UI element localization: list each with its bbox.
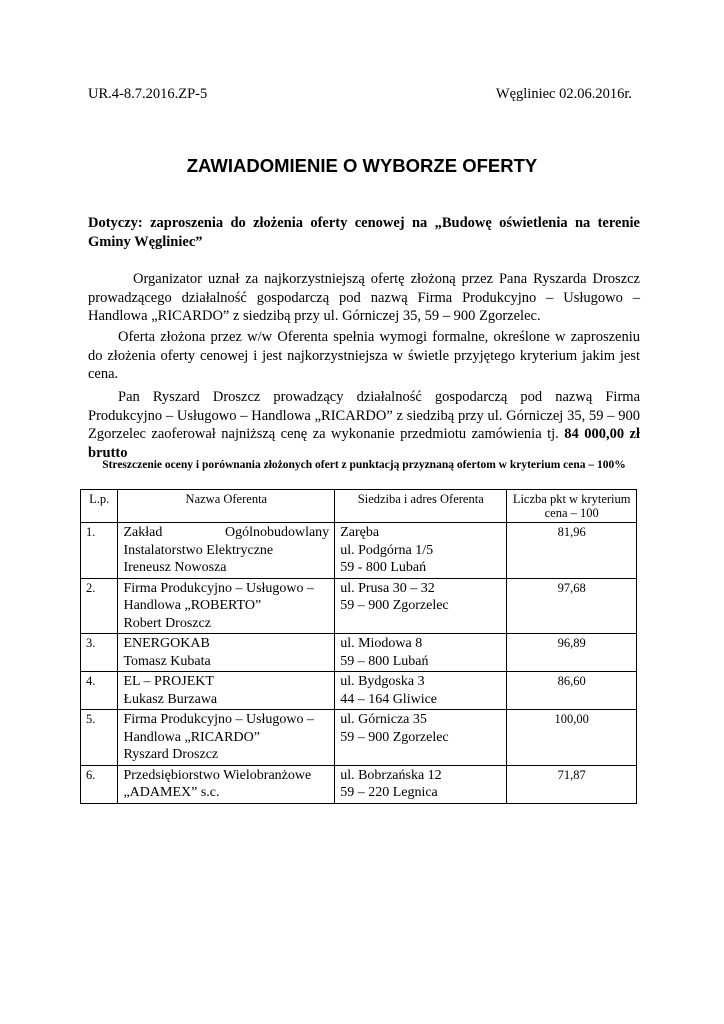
document-reference: UR.4-8.7.2016.ZP-5 <box>88 86 208 102</box>
row-points: 71,87 <box>507 765 637 803</box>
row-points: 97,68 <box>507 578 637 634</box>
bidder-name-line: Handlowa „ROBERTO” <box>123 598 262 613</box>
table-row <box>81 578 637 634</box>
subject-line: Dotyczy: zaproszenia do złożenia oferty cenowej na „Budowę oświetlenia na terenie Gminy Węgliniec” <box>88 215 640 250</box>
bidder-name-line: Firma Produkcyjno – Usługowo – <box>123 580 315 596</box>
header-name: Nazwa Oferenta <box>118 490 335 523</box>
row-lp: 3. <box>81 634 118 672</box>
bidder-address-line: ul. Bydgoska 3 <box>340 674 425 689</box>
row-bidder-address <box>335 765 507 803</box>
bidder-address-line: 59 – 800 Lubań <box>340 653 429 669</box>
row-points: 86,60 <box>507 672 637 710</box>
place-and-date: Węgliniec 02.06.2016r. <box>495 86 632 102</box>
row-bidder-name <box>118 710 335 766</box>
row-bidder-name <box>118 578 335 634</box>
row-lp: 6. <box>81 765 118 803</box>
bidder-name-line: Ireneusz Nowosza <box>123 560 227 575</box>
row-bidder-address <box>335 578 507 634</box>
row-points: 100,00 <box>507 710 637 766</box>
row-bidder-name <box>118 634 335 672</box>
bidder-address-line: 59 – 900 Zgorzelec <box>340 729 449 745</box>
bidder-name-line: Instalatorstwo Elektryczne <box>123 542 274 558</box>
bidder-address-line: ul. Podgórna 1/5 <box>340 542 434 558</box>
table-row <box>81 710 637 766</box>
row-points: 96,89 <box>507 634 637 672</box>
bidder-address-line: 59 - 800 Lubań <box>340 560 427 575</box>
bidder-address-line: ul. Górnicza 35 <box>340 712 427 727</box>
header-points: Liczba pkt w kryterium cena – 100 <box>507 490 637 523</box>
row-lp: 1. <box>81 523 118 579</box>
paragraph-price-text: Pan Ryszard Droszcz prowadzący działalność gospodarczą pod nazwą Firma Produkcyjno – Usługowo – Handlowa „RICARDO” z siedzibą przy ul. Górniczej 35, 59 – 900 Zgorzelec zaoferował najniższą cenę za wykonanie przedmiotu zamówienia tj. <box>88 389 640 442</box>
table-caption: Streszczenie oceny i porównania złożonych ofert z punktacją przyznaną ofertom w kryterium cena – 100% <box>102 459 626 471</box>
row-bidder-name <box>118 672 335 710</box>
bidder-address-line: ul. Miodowa 8 <box>340 636 423 651</box>
paragraph-compliance: Oferta złożona przez w/w Oferenta spełnia wymogi formalne, określone w zaproszeniu do złożenia oferty cenowej i jest najkorzystniejsza w świetle przyjętego kryterium jakim jest cena. <box>88 329 640 382</box>
row-points: 81,96 <box>507 523 637 579</box>
row-bidder-name <box>118 765 335 803</box>
bidder-name-line: EL – PROJEKT <box>123 674 214 689</box>
header-lp: L.p. <box>81 490 118 523</box>
page-title: ZAWIADOMIENIE O WYBORZE OFERTY <box>186 155 538 176</box>
bidder-address-line: 44 – 164 Gliwice <box>340 691 438 707</box>
row-bidder-address <box>335 672 507 710</box>
row-bidder-address <box>335 523 507 579</box>
table-row <box>81 523 637 579</box>
table-header-row <box>81 490 637 523</box>
bidder-name-line: Tomasz Kubata <box>123 653 211 669</box>
bidder-name-line: Ryszard Droszcz <box>123 747 219 762</box>
bidder-name-line: Firma Produkcyjno – Usługowo – <box>123 712 315 727</box>
row-lp: 2. <box>81 578 118 634</box>
row-bidder-address <box>335 710 507 766</box>
offers-table <box>80 489 637 804</box>
bidder-address-line: 59 – 220 Legnica <box>340 785 438 800</box>
bidder-address-line: ul. Bobrzańska 12 <box>340 767 442 783</box>
bidder-name-line: Robert Droszcz <box>123 615 211 631</box>
bidder-name-line: ENERGOKAB <box>123 636 210 651</box>
bidder-address-line: ul. Prusa 30 – 32 <box>340 580 435 596</box>
row-bidder-address <box>335 634 507 672</box>
row-bidder-name <box>118 523 335 579</box>
header-address: Siedziba i adres Oferenta <box>335 490 507 523</box>
bidder-address-line: Zaręba <box>340 525 380 540</box>
bidder-name-line: Przedsiębiorstwo Wielobranżowe <box>123 767 312 783</box>
row-lp: 4. <box>81 672 118 710</box>
bidder-name-line: Łukasz Burzawa <box>123 691 218 707</box>
bidder-name-word: Ogólnobudowlany <box>224 525 330 540</box>
bidder-name-word: Zakład <box>123 525 163 540</box>
bidder-name-line: „ADAMEX” s.c. <box>123 785 220 800</box>
table-row <box>81 634 637 672</box>
bidder-address-line: 59 – 900 Zgorzelec <box>340 598 449 613</box>
price-amount: 84 000,00 zł brutto <box>88 426 641 461</box>
bidder-name-line: Handlowa „RICARDO” <box>123 729 260 745</box>
paragraph-selection: Organizator uznał za najkorzystniejszą ofertę złożoną przez Pana Ryszarda Droszcz prowadzącego działalność gospodarczą pod nazwą Firma Produkcyjno – Usługowo – Handlowa „RICARDO” z siedzibą przy ul. Górniczej 35, 59 – 900 Zgorzelec. <box>88 271 640 324</box>
row-lp: 5. <box>81 710 118 766</box>
offers-table-body <box>81 523 637 804</box>
bidder-name-line <box>123 524 329 542</box>
table-row <box>81 765 637 803</box>
table-row <box>81 672 637 710</box>
paragraph-price <box>88 388 640 462</box>
